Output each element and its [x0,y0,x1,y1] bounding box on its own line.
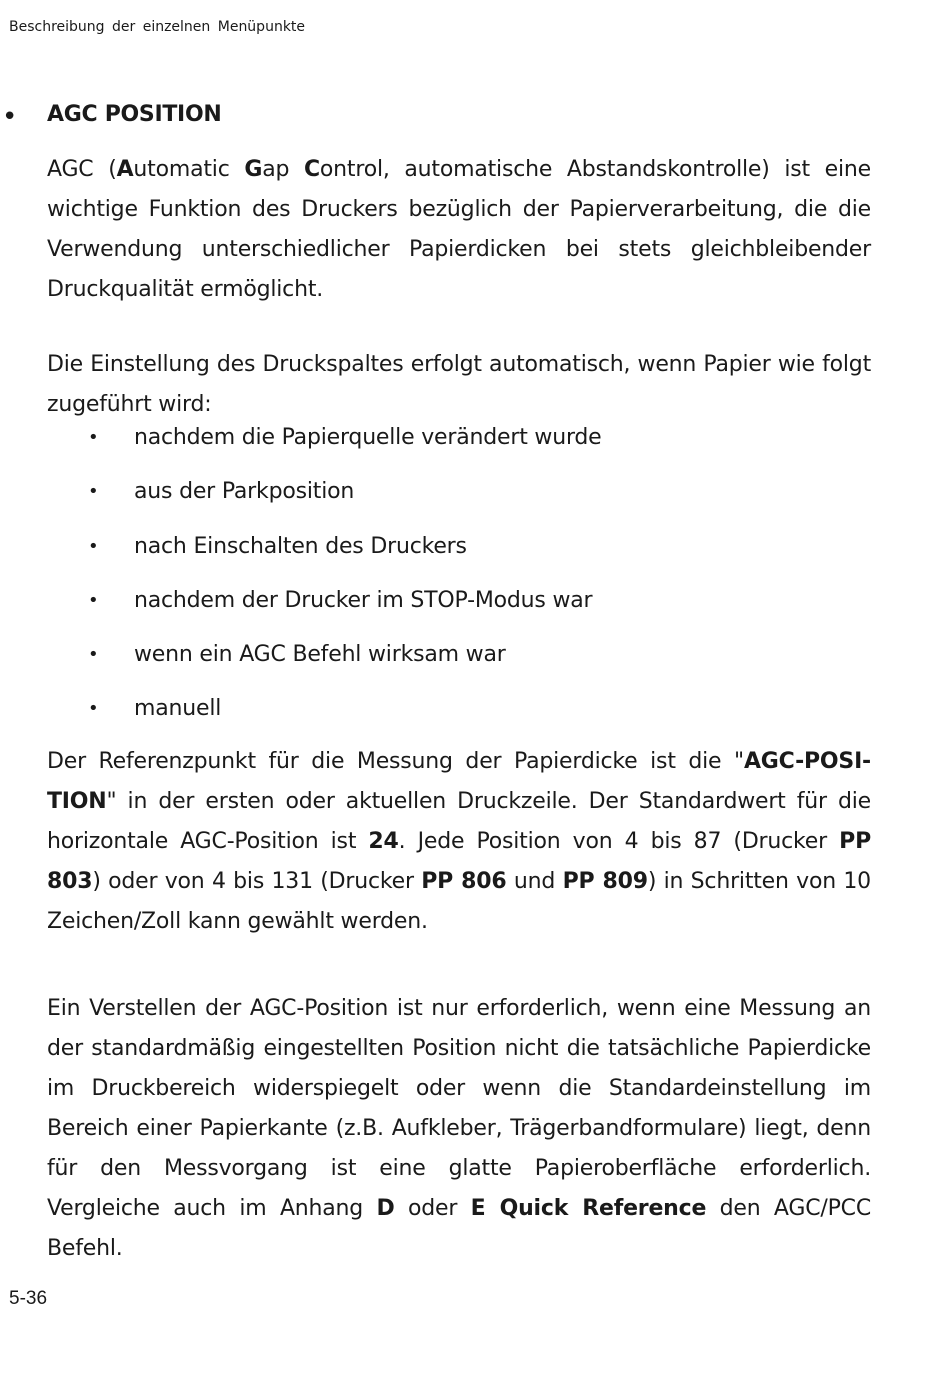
running-header: Beschreibung der einzelnen Menüpunkte [9,19,306,35]
bullet-icon: • [88,644,99,666]
text-run: Ein Verstellen der AGC-Position ist nur erforderlich, wenn eine Messung an der standardmäßig eingestellten Position nicht die tatsächliche Papierdicke im Druckbereich widerspiegelt oder wenn die Standardeinstellung im Bereich einer Papierkante (z.B. Aufkleber, Trägerbandformulare) liegt, denn für den Messvorgang ist eine glatte Papieroberfläche erforderlich. Vergleiche auch im Anhang [47,996,871,1221]
text-run: ap [262,157,304,182]
list-item-text: nachdem die Papierquelle verändert wurde [134,425,602,450]
bold-term: PP 803 [47,829,871,894]
text-run: " in der ersten oder aktuellen Druckzeile. Der Standardwert für die horizontale AGC-Position ist [47,789,871,854]
list-item-text: wenn ein AGC Befehl wirksam war [134,642,506,668]
paragraph-automatic-setting: Die Einstellung des Druckspaltes erfolgt automatisch, wenn Papier wie folgt zugeführt wird: [47,352,871,417]
page-number: 5-36 [9,1288,48,1309]
text-run: Der Referenzpunkt für die Messung der Papierdicke ist die " [47,749,744,774]
bold-term: PP 806 [421,869,507,894]
list-item-text: nach Einschalten des Druckers [134,533,467,559]
bullet-icon: • [88,427,99,448]
paragraph-adjustment [47,989,871,1269]
text-run: den AGC/PCC Befehl. [47,1196,871,1261]
bold-term: E Quick Reference [470,1196,707,1221]
text-run: ontrol, automatische Abstandskontrolle) ist eine wichtige Funktion des Druckers bezüglich der Papierverarbeitung, die die Verwendung unterschiedlicher Papierdicken bei stets gleichbleibender Druckqualität ermöglicht. [47,157,872,302]
bold-term: 24 [368,829,399,854]
list-item-text: aus der Parkposition [134,479,355,505]
emphasis-letter: G [244,157,263,182]
paragraph-reference-point [47,742,871,942]
text-run: oder [394,1196,471,1221]
list-item-text: nachdem der Drucker im STOP-Modus war [134,587,593,613]
text-run: ) oder von 4 bis 131 (Drucker [92,869,422,894]
text-run: ) in Schritten von 10 Zeichen/Zoll kann gewählt werden. [47,869,871,934]
paragraph-agc-definition [47,150,871,310]
text-run: utomatic [133,157,245,182]
list-item-text: manuell [134,696,222,722]
text-run: und [506,869,563,894]
bold-term: AGC-POSI-TION [47,749,871,814]
emphasis-letter: C [303,157,320,182]
bold-term: PP 809 [562,869,648,894]
section-bullet: • [2,102,18,132]
emphasis-letter: A [116,157,134,182]
bullet-icon: • [88,481,99,503]
text-run: AGC ( [47,157,117,182]
text-run: . Jede Position von 4 bis 87 (Drucker [398,829,840,854]
bullet-icon: • [88,698,99,720]
section-heading: AGC POSITION [47,102,222,127]
bold-term: D [376,1196,395,1221]
bullet-icon: • [88,535,99,557]
bullet-icon: • [88,589,99,611]
